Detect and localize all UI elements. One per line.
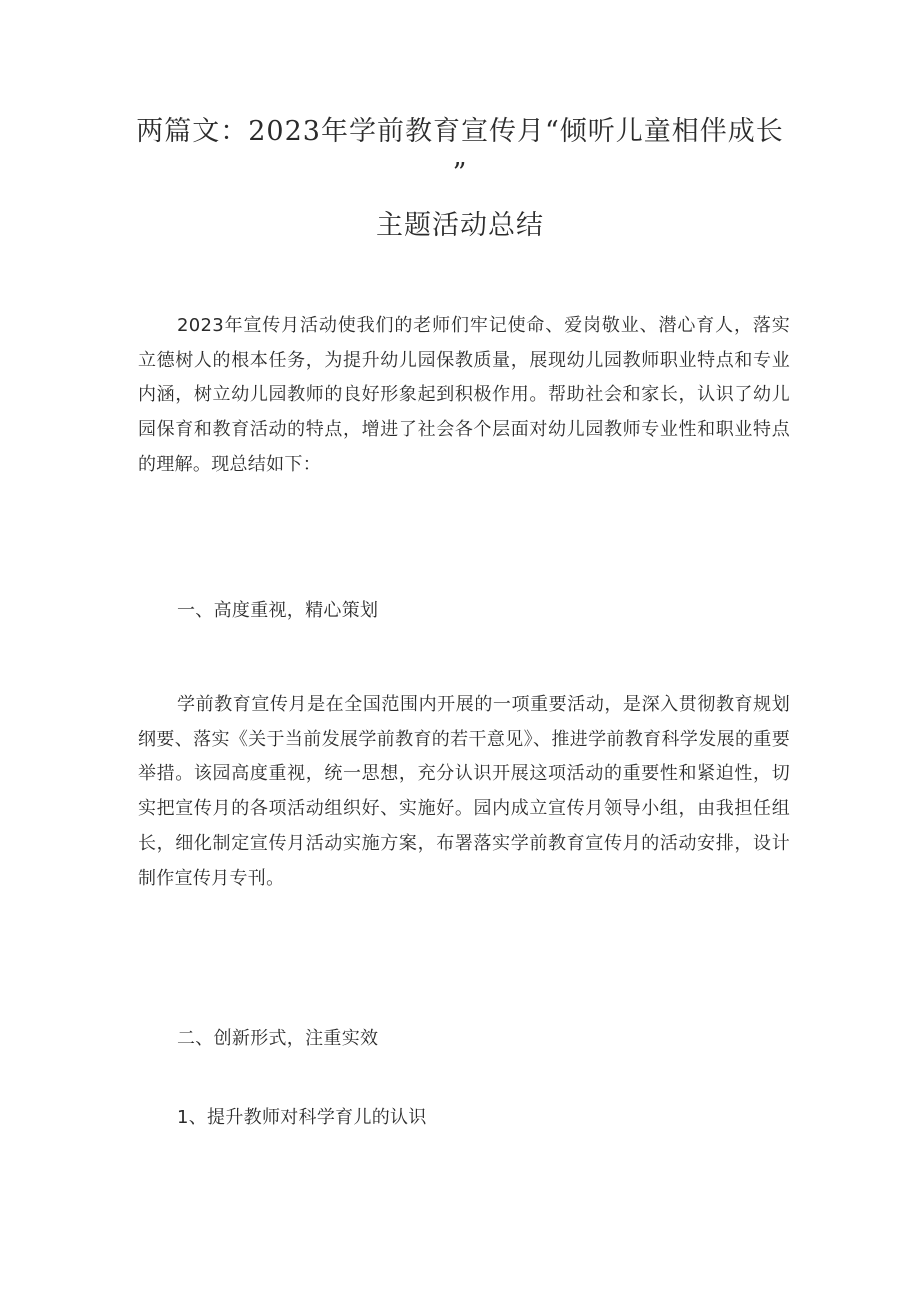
document-subtitle: 主题活动总结 xyxy=(376,210,544,241)
section-1-paragraph: 学前教育宣传月是在全国范围内开展的一项重要活动，是深入贯彻教育规划纲要、落实《关于当前发展学前教育的若干意见》、推进学前教育科学发展的重要举措。该园高度重视，统一思想，充分认识开展这项活动的重要性和紧迫性，切实把宣传月的各项活动组织好、实施好。园内成立宣传月领导小组，由我担任组长，细化制定宣传月活动实施方案，布署落实学前教育宣传月的活动安排，设计制作宣传月专刊。 xyxy=(138,694,790,889)
section-heading-2: 二、创新形式，注重实效 xyxy=(177,1028,379,1049)
subsection-heading-1: 1、提升教师对科学育儿的认识 xyxy=(177,1107,427,1128)
section-heading-1: 一、高度重视，精心策划 xyxy=(177,600,379,621)
document-title-closing-quote: ” xyxy=(452,158,468,189)
intro-paragraph: 2023年宣传月活动使我们的老师们牢记使命、爱岗敬业、潜心育人，落实立德树人的根本任务，为提升幼儿园保教质量，展现幼儿园教师职业特点和专业内涵，树立幼儿园教师的良好形象起到积极作用。帮助社会和家长，认识了幼儿园保育和教育活动的特点，增进了社会各个层面对幼儿园教师专业性和职业特点的理解。现总结如下： xyxy=(138,315,790,475)
document-title: 两篇文：2023年学前教育宣传月“倾听儿童相伴成长 xyxy=(136,116,784,147)
